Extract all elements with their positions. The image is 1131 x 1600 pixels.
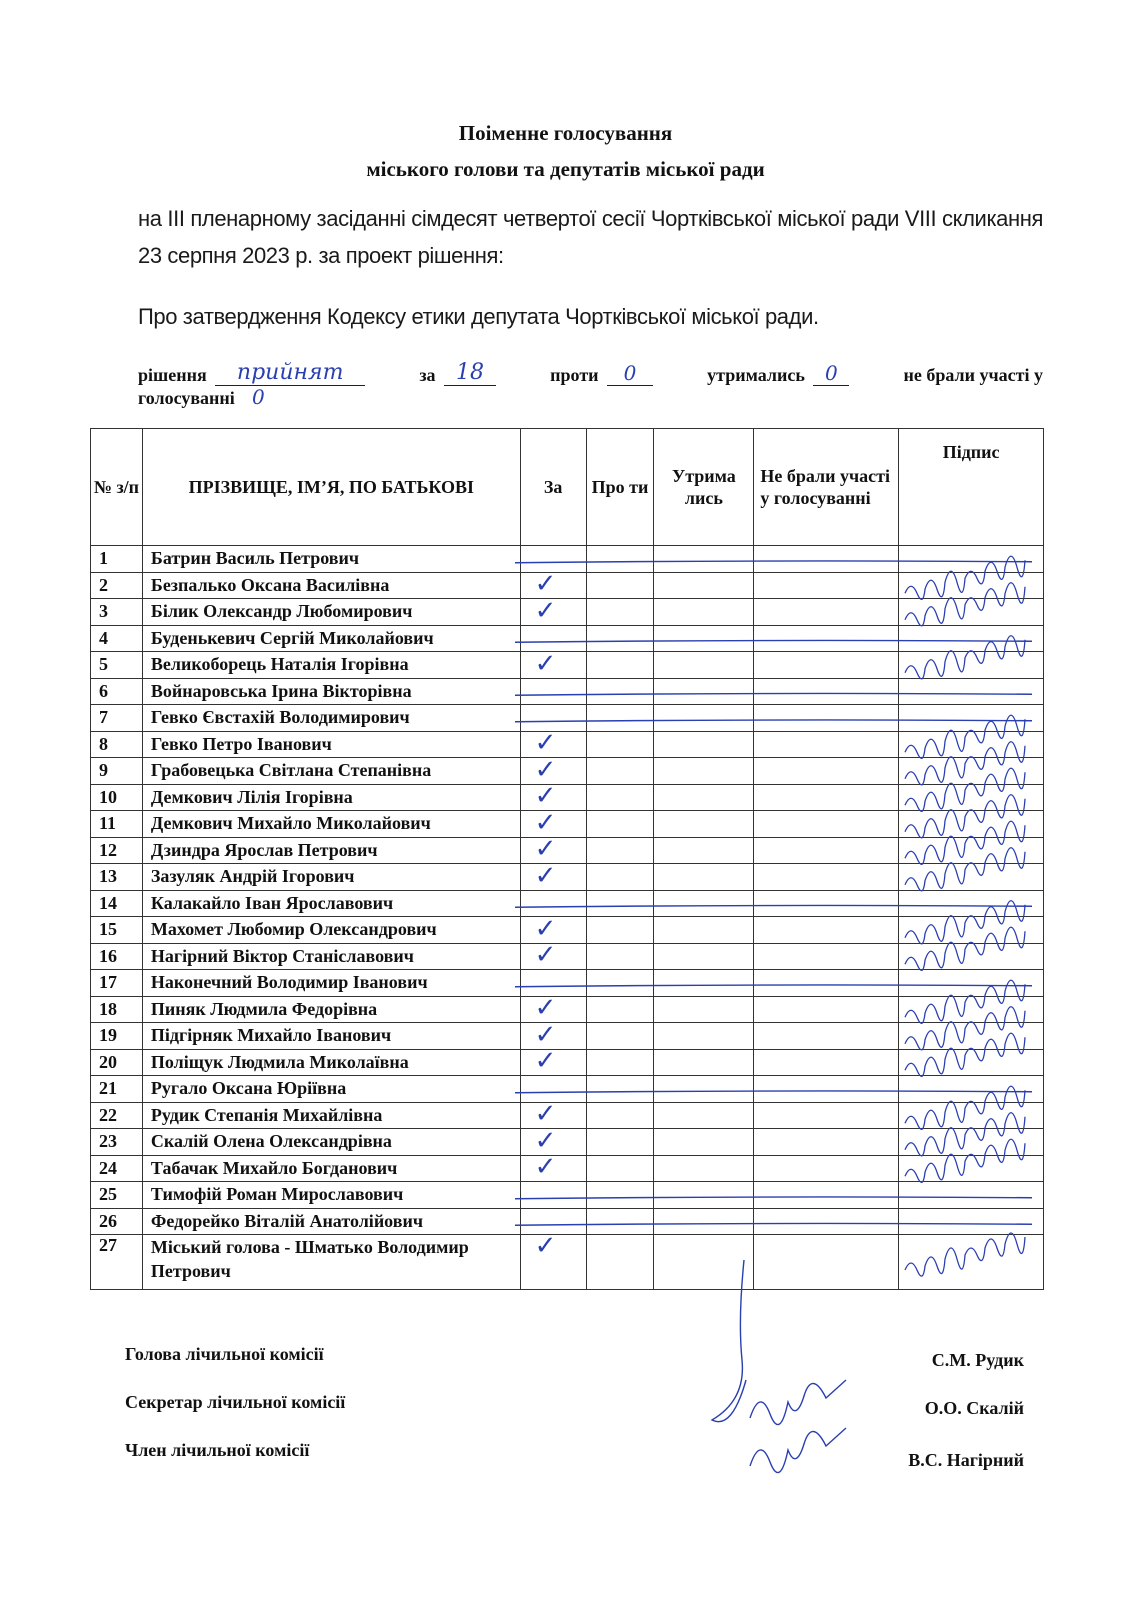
signature-cell bbox=[899, 1023, 1044, 1050]
member-name: Міський голова - Шматько Володимир Петрович bbox=[142, 1235, 520, 1290]
vote-for-cell bbox=[520, 1182, 586, 1209]
vote-not-voted-cell bbox=[754, 1235, 899, 1290]
col-header-name: ПРІЗВИЩЕ, ІМ’Я, ПО БАТЬКОВІ bbox=[142, 429, 520, 546]
vote-not-voted-cell bbox=[754, 1102, 899, 1129]
signature-cell bbox=[899, 1049, 1044, 1076]
table-row bbox=[91, 546, 1044, 573]
vote-against-cell bbox=[586, 546, 654, 573]
row-number: 14 bbox=[91, 890, 143, 917]
table-row bbox=[91, 864, 1044, 891]
table-row bbox=[91, 625, 1044, 652]
row-number: 15 bbox=[91, 917, 143, 944]
col-header-signature: Підпис bbox=[899, 429, 1044, 546]
not-voted-count-value: 0 bbox=[251, 385, 265, 409]
vote-abstained-cell bbox=[654, 890, 754, 917]
vote-not-voted-cell bbox=[754, 758, 899, 785]
table-row bbox=[91, 731, 1044, 758]
member-name: Федорейко Віталій Анатолійович bbox=[142, 1208, 520, 1235]
vote-abstained-cell bbox=[654, 943, 754, 970]
vote-abstained-cell bbox=[654, 1076, 754, 1103]
vote-for-cell bbox=[520, 913, 586, 944]
table-row bbox=[91, 784, 1044, 811]
vote-against-cell bbox=[586, 890, 654, 917]
vote-not-voted-cell bbox=[754, 864, 899, 891]
check-mark-icon: ✓ bbox=[534, 595, 557, 626]
vote-against-cell bbox=[586, 811, 654, 838]
table-row bbox=[91, 1049, 1044, 1076]
table-row bbox=[91, 1129, 1044, 1156]
table-row bbox=[91, 996, 1044, 1023]
vote-against-cell bbox=[586, 572, 654, 599]
vote-for-cell bbox=[520, 705, 586, 732]
row-number: 6 bbox=[91, 678, 143, 705]
vote-abstained-cell bbox=[654, 1023, 754, 1050]
for-count-value: 18 bbox=[456, 360, 485, 385]
member-name: Наконечний Володимир Іванович bbox=[142, 970, 520, 997]
vote-against-cell bbox=[586, 758, 654, 785]
row-number: 5 bbox=[91, 652, 143, 679]
signature-cell bbox=[899, 970, 1044, 997]
vote-abstained-cell bbox=[654, 917, 754, 944]
commission-secretary-name: О.О. Скалій bbox=[924, 1398, 1024, 1418]
check-mark-icon: ✓ bbox=[534, 1125, 557, 1156]
member-name: Батрин Василь Петрович bbox=[142, 546, 520, 573]
vote-not-voted-cell bbox=[754, 546, 899, 573]
vote-against-cell bbox=[586, 996, 654, 1023]
row-number: 4 bbox=[91, 625, 143, 652]
vote-abstained-cell bbox=[654, 1102, 754, 1129]
document-title: Поіменне голосування bbox=[458, 121, 673, 145]
table-row bbox=[91, 652, 1044, 679]
commission-member-label: Член лічильної комісії bbox=[125, 1440, 310, 1460]
row-number: 26 bbox=[91, 1208, 143, 1235]
vote-for-cell bbox=[520, 1231, 586, 1290]
vote-for-cell bbox=[520, 728, 586, 759]
signature-cell bbox=[899, 1235, 1044, 1290]
table-row bbox=[91, 1208, 1044, 1235]
vote-not-voted-cell bbox=[754, 1129, 899, 1156]
not-voted-label: не брали участі у bbox=[903, 365, 1043, 385]
vote-against-cell bbox=[586, 652, 654, 679]
signature-cell bbox=[899, 705, 1044, 732]
vote-for-cell bbox=[520, 1125, 586, 1156]
member-name: Гевко Євстахій Володимирович bbox=[142, 705, 520, 732]
vote-against-cell bbox=[586, 1235, 654, 1290]
vote-against-cell bbox=[586, 1155, 654, 1182]
signature-cell bbox=[899, 625, 1044, 652]
signature-cell bbox=[899, 1076, 1044, 1103]
vote-abstained-cell bbox=[654, 1049, 754, 1076]
vote-for-cell bbox=[520, 890, 586, 917]
roll-call-table bbox=[90, 428, 1044, 1290]
table-row bbox=[91, 890, 1044, 917]
vote-not-voted-cell bbox=[754, 705, 899, 732]
table-row bbox=[91, 837, 1044, 864]
col-header-abstained: Утрима лись bbox=[654, 429, 754, 546]
row-number: 17 bbox=[91, 970, 143, 997]
vote-against-cell bbox=[586, 864, 654, 891]
vote-abstained-cell bbox=[654, 599, 754, 626]
member-name: Скалій Олена Олександрівна bbox=[142, 1129, 520, 1156]
vote-not-voted-cell bbox=[754, 943, 899, 970]
row-number: 11 bbox=[91, 811, 143, 838]
vote-abstained-cell bbox=[654, 705, 754, 732]
row-number: 25 bbox=[91, 1182, 143, 1209]
row-number: 9 bbox=[91, 758, 143, 785]
vote-against-cell bbox=[586, 625, 654, 652]
signature-cell bbox=[899, 758, 1044, 785]
row-number: 7 bbox=[91, 705, 143, 732]
vote-for-cell bbox=[520, 1076, 586, 1103]
vote-against-cell bbox=[586, 678, 654, 705]
check-mark-icon: ✓ bbox=[534, 1099, 557, 1130]
table-row bbox=[91, 943, 1044, 970]
vote-against-cell bbox=[586, 1182, 654, 1209]
vote-abstained-cell bbox=[654, 784, 754, 811]
session-description: на ІІІ пленарному засіданні сімдесят четвертої сесії Чортківської міської ради VIII скликання 23 серпня 2023 р. за проект рішення: bbox=[138, 206, 1043, 268]
vote-against-cell bbox=[586, 917, 654, 944]
vote-not-voted-cell bbox=[754, 970, 899, 997]
vote-for-cell bbox=[520, 781, 586, 812]
signature-cell bbox=[899, 572, 1044, 599]
member-name: Поліщук Людмила Миколаївна bbox=[142, 1049, 520, 1076]
vote-abstained-cell bbox=[654, 625, 754, 652]
vote-abstained-cell bbox=[654, 758, 754, 785]
row-number: 27 bbox=[91, 1235, 143, 1290]
vote-not-voted-cell bbox=[754, 890, 899, 917]
table-header-row bbox=[91, 429, 1044, 546]
vote-against-cell bbox=[586, 970, 654, 997]
draft-decision-title: Про затвердження Кодексу етики депутата Чортківської міської ради. bbox=[138, 304, 819, 329]
vote-not-voted-cell bbox=[754, 1208, 899, 1235]
abstained-count-field bbox=[813, 361, 849, 386]
row-number: 1 bbox=[91, 546, 143, 573]
check-mark-icon: ✓ bbox=[534, 993, 557, 1024]
signature-cell bbox=[899, 652, 1044, 679]
col-header-num: № з/п bbox=[91, 429, 143, 546]
vote-for-cell bbox=[520, 754, 586, 785]
check-mark-icon: ✓ bbox=[534, 860, 557, 891]
member-name: Демкович Лілія Ігорівна bbox=[142, 784, 520, 811]
signature-cell bbox=[899, 1182, 1044, 1209]
check-mark-icon: ✓ bbox=[534, 648, 557, 679]
table-row bbox=[91, 1155, 1044, 1182]
member-name: Буденькевич Сергій Миколайович bbox=[142, 625, 520, 652]
table-row bbox=[91, 1182, 1044, 1209]
signature-cell bbox=[899, 599, 1044, 626]
commission-signature bbox=[750, 1380, 846, 1425]
row-number: 12 bbox=[91, 837, 143, 864]
signature-cell bbox=[899, 1102, 1044, 1129]
signature-cell bbox=[899, 1129, 1044, 1156]
vote-not-voted-cell bbox=[754, 837, 899, 864]
table-row bbox=[91, 1076, 1044, 1103]
check-mark-icon: ✓ bbox=[534, 728, 557, 759]
check-mark-icon: ✓ bbox=[534, 834, 557, 865]
vote-for-cell bbox=[520, 569, 586, 600]
row-number: 18 bbox=[91, 996, 143, 1023]
member-name: Махомет Любомир Олександрович bbox=[142, 917, 520, 944]
vote-abstained-cell bbox=[654, 1235, 754, 1290]
vote-for-cell bbox=[520, 595, 586, 626]
member-name: Пиняк Людмила Федорівна bbox=[142, 996, 520, 1023]
row-number: 10 bbox=[91, 784, 143, 811]
table-row bbox=[91, 572, 1044, 599]
vote-against-cell bbox=[586, 705, 654, 732]
vote-for-cell bbox=[520, 1099, 586, 1130]
signature-cell bbox=[899, 811, 1044, 838]
vote-not-voted-cell bbox=[754, 1182, 899, 1209]
vote-not-voted-cell bbox=[754, 1023, 899, 1050]
vote-against-cell bbox=[586, 1102, 654, 1129]
vote-for-cell bbox=[520, 834, 586, 865]
row-number: 19 bbox=[91, 1023, 143, 1050]
check-mark-icon: ✓ bbox=[534, 1231, 557, 1261]
member-name: Калакайло Іван Ярославович bbox=[142, 890, 520, 917]
member-name: Білик Олександр Любомирович bbox=[142, 599, 520, 626]
vote-against-cell bbox=[586, 1076, 654, 1103]
vote-against-cell bbox=[586, 943, 654, 970]
vote-against-cell bbox=[586, 1023, 654, 1050]
vote-abstained-cell bbox=[654, 546, 754, 573]
member-name: Табачак Михайло Богданович bbox=[142, 1155, 520, 1182]
member-name: Зазуляк Андрій Ігорович bbox=[142, 864, 520, 891]
commission-secretary-label: Секретар лічильної комісії bbox=[125, 1392, 346, 1412]
vote-abstained-cell bbox=[654, 572, 754, 599]
not-voted-label-cont: голосуванні bbox=[138, 388, 235, 408]
vote-abstained-cell bbox=[654, 996, 754, 1023]
vote-not-voted-cell bbox=[754, 1076, 899, 1103]
vote-abstained-cell bbox=[654, 1208, 754, 1235]
check-mark-icon: ✓ bbox=[534, 781, 557, 812]
signature-cell bbox=[899, 943, 1044, 970]
col-header-against: Про ти bbox=[586, 429, 654, 546]
signature-cell bbox=[899, 546, 1044, 573]
commission-head-label: Голова лічильної комісії bbox=[125, 1344, 324, 1364]
not-voted-count-field bbox=[243, 385, 273, 409]
vote-against-cell bbox=[586, 1208, 654, 1235]
vote-not-voted-cell bbox=[754, 599, 899, 626]
vote-against-cell bbox=[586, 1049, 654, 1076]
member-name: Ругало Оксана Юріївна bbox=[142, 1076, 520, 1103]
row-number: 22 bbox=[91, 1102, 143, 1129]
for-count-field bbox=[444, 360, 496, 386]
signature-cell bbox=[899, 917, 1044, 944]
vote-for-cell bbox=[520, 678, 586, 705]
table-row bbox=[91, 1023, 1044, 1050]
vote-abstained-cell bbox=[654, 811, 754, 838]
decision-result-handwritten: прийнят bbox=[236, 360, 344, 385]
signature-cell bbox=[899, 996, 1044, 1023]
table-row bbox=[91, 599, 1044, 626]
vote-for-cell bbox=[520, 970, 586, 997]
vote-for-cell bbox=[520, 1152, 586, 1183]
table-row bbox=[91, 678, 1044, 705]
signature-cell bbox=[899, 1208, 1044, 1235]
member-name: Рудик Степанія Михайлівна bbox=[142, 1102, 520, 1129]
vote-against-cell bbox=[586, 837, 654, 864]
vote-not-voted-cell bbox=[754, 731, 899, 758]
vote-for-cell bbox=[520, 648, 586, 679]
vote-against-cell bbox=[586, 784, 654, 811]
vote-abstained-cell bbox=[654, 731, 754, 758]
vote-abstained-cell bbox=[654, 1155, 754, 1182]
signature-cell bbox=[899, 864, 1044, 891]
signature-cell bbox=[899, 837, 1044, 864]
check-mark-icon: ✓ bbox=[534, 940, 557, 971]
vote-not-voted-cell bbox=[754, 811, 899, 838]
row-number: 20 bbox=[91, 1049, 143, 1076]
check-mark-icon: ✓ bbox=[534, 807, 557, 838]
vote-not-voted-cell bbox=[754, 917, 899, 944]
check-mark-icon: ✓ bbox=[534, 1019, 557, 1050]
vote-not-voted-cell bbox=[754, 996, 899, 1023]
check-mark-icon: ✓ bbox=[534, 1152, 557, 1183]
for-label: за bbox=[419, 365, 436, 385]
signature-cell bbox=[899, 1155, 1044, 1182]
member-name: Грабовецька Світлана Степанівна bbox=[142, 758, 520, 785]
vote-for-cell bbox=[520, 860, 586, 891]
vote-abstained-cell bbox=[654, 652, 754, 679]
member-name: Гевко Петро Іванович bbox=[142, 731, 520, 758]
vote-not-voted-cell bbox=[754, 652, 899, 679]
signature-cell bbox=[899, 784, 1044, 811]
row-number: 8 bbox=[91, 731, 143, 758]
vote-for-cell bbox=[520, 940, 586, 971]
commission-member-name: В.С. Нагірний bbox=[908, 1450, 1024, 1470]
signature-cell bbox=[899, 731, 1044, 758]
member-name: Безпалько Оксана Василівна bbox=[142, 572, 520, 599]
table-row bbox=[91, 758, 1044, 785]
vote-against-cell bbox=[586, 599, 654, 626]
vote-for-cell bbox=[520, 1019, 586, 1050]
row-number: 23 bbox=[91, 1129, 143, 1156]
check-mark-icon: ✓ bbox=[534, 569, 557, 600]
commission-signature bbox=[750, 1428, 846, 1473]
member-name: Дзиндра Ярослав Петрович bbox=[142, 837, 520, 864]
against-label: проти bbox=[550, 365, 599, 385]
commission-head-name: С.М. Рудик bbox=[931, 1350, 1024, 1370]
table-row bbox=[91, 1235, 1044, 1290]
vote-not-voted-cell bbox=[754, 572, 899, 599]
row-number: 2 bbox=[91, 572, 143, 599]
check-mark-icon: ✓ bbox=[534, 754, 557, 785]
row-number: 24 bbox=[91, 1155, 143, 1182]
vote-for-cell bbox=[520, 1046, 586, 1077]
vote-against-cell bbox=[586, 1129, 654, 1156]
member-name: Підгірняк Михайло Іванович bbox=[142, 1023, 520, 1050]
table-row bbox=[91, 917, 1044, 944]
row-number: 16 bbox=[91, 943, 143, 970]
vote-abstained-cell bbox=[654, 1182, 754, 1209]
vote-for-cell bbox=[520, 625, 586, 652]
vote-for-cell bbox=[520, 993, 586, 1024]
member-name: Войнаровська Ірина Вікторівна bbox=[142, 678, 520, 705]
table-row bbox=[91, 705, 1044, 732]
vote-not-voted-cell bbox=[754, 625, 899, 652]
row-number: 3 bbox=[91, 599, 143, 626]
abstained-label: утримались bbox=[707, 365, 805, 385]
vote-not-voted-cell bbox=[754, 678, 899, 705]
abstained-count-value: 0 bbox=[825, 361, 838, 385]
row-number: 13 bbox=[91, 864, 143, 891]
vote-against-cell bbox=[586, 731, 654, 758]
member-name: Демкович Михайло Миколайович bbox=[142, 811, 520, 838]
row-number: 21 bbox=[91, 1076, 143, 1103]
against-count-field bbox=[607, 361, 653, 386]
vote-not-voted-cell bbox=[754, 1049, 899, 1076]
member-name: Великоборець Наталія Ігорівна bbox=[142, 652, 520, 679]
document-subtitle: міського голови та депутатів міської ради bbox=[366, 157, 765, 181]
vote-not-voted-cell bbox=[754, 1155, 899, 1182]
check-mark-icon: ✓ bbox=[534, 1046, 557, 1077]
signature-cell bbox=[899, 890, 1044, 917]
table-row bbox=[91, 811, 1044, 838]
col-header-for: За bbox=[520, 429, 586, 546]
vote-for-cell bbox=[520, 807, 586, 838]
against-count-value: 0 bbox=[623, 361, 637, 385]
vote-abstained-cell bbox=[654, 678, 754, 705]
table-row bbox=[91, 1102, 1044, 1129]
decision-label: рішення bbox=[138, 365, 207, 385]
decision-summary bbox=[138, 360, 1043, 409]
signature-cell bbox=[899, 678, 1044, 705]
vote-abstained-cell bbox=[654, 970, 754, 997]
vote-not-voted-cell bbox=[754, 784, 899, 811]
vote-abstained-cell bbox=[654, 1129, 754, 1156]
vote-abstained-cell bbox=[654, 837, 754, 864]
col-header-not-voted: Не брали участі у голосуванні bbox=[754, 429, 899, 546]
check-mark-icon: ✓ bbox=[534, 913, 557, 944]
vote-abstained-cell bbox=[654, 864, 754, 891]
vote-for-cell bbox=[520, 546, 586, 573]
member-name: Нагірний Віктор Станіславович bbox=[142, 943, 520, 970]
decision-result-field bbox=[215, 360, 365, 386]
table-row bbox=[91, 970, 1044, 997]
member-name: Тимофій Роман Мирославович bbox=[142, 1182, 520, 1209]
